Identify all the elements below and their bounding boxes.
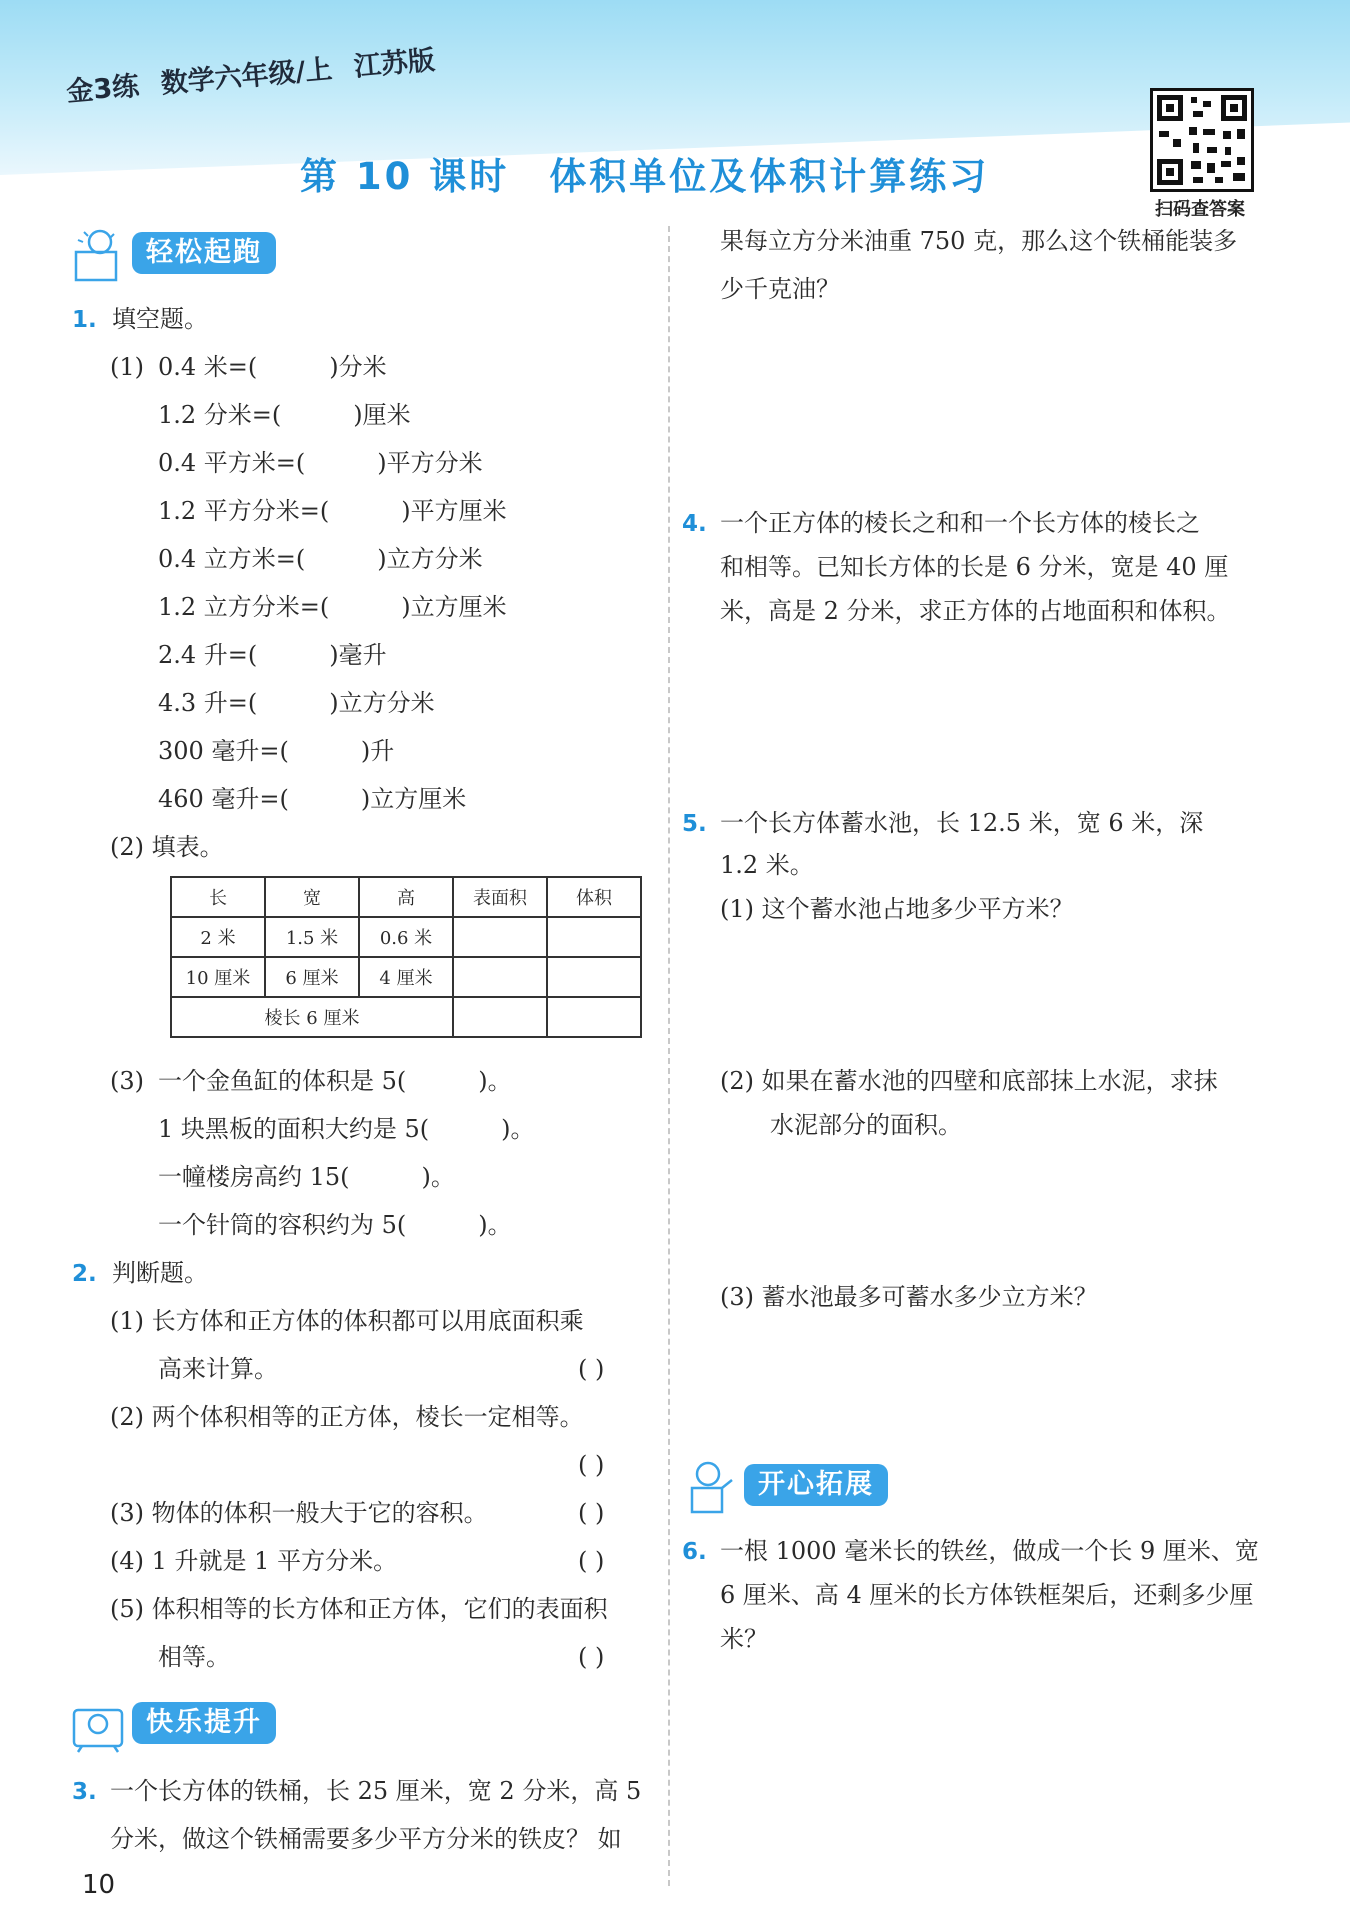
item-text: 两个体积相等的正方体，棱长一定相等。 — [151, 1403, 584, 1431]
sub-question: (1) 这个蓄水池占地多少平方米？ — [720, 895, 1074, 923]
answer-cell[interactable] — [453, 997, 547, 1037]
item-text: 0.4 米=( — [158, 353, 258, 381]
item-unit: )升 — [360, 737, 395, 765]
item-unit: )平方分米 — [377, 449, 483, 477]
item-unit: )厘米 — [353, 401, 411, 429]
page-title — [300, 146, 989, 200]
item-label: (5) — [110, 1595, 144, 1623]
item-text: 一个针筒的容积约为 5( — [158, 1211, 407, 1239]
sub-question-cont: 水泥部分的面积。 — [770, 1111, 962, 1139]
judge-item-cont: 相等。 — [158, 1643, 230, 1671]
question-text-line: 分米，做这个铁桶需要多少平方分米的铁皮？ 如 — [110, 1825, 622, 1853]
question-text-line: 米？ — [720, 1625, 768, 1653]
question-text-line: 和相等。已知长方体的长是 6 分米，宽是 40 厘 — [720, 553, 1229, 581]
judge-item — [110, 1306, 584, 1336]
table-header: 表面积 — [453, 877, 547, 917]
page-number: 10 — [82, 1870, 116, 1900]
answer-cell[interactable] — [453, 917, 547, 957]
answer-cell[interactable] — [547, 917, 641, 957]
judge-item — [110, 1594, 608, 1624]
q1-part2 — [110, 832, 224, 862]
table-row — [171, 917, 641, 957]
item-label: (2) — [110, 1403, 144, 1431]
fill-blank-item — [158, 1066, 512, 1096]
item-text: 0.4 立方米=( — [158, 545, 306, 573]
answer-paren[interactable]: ( ) — [578, 1355, 605, 1383]
question-4 — [682, 508, 707, 539]
item-text: 0.4 平方米=( — [158, 449, 306, 477]
qr-code-icon[interactable] — [1150, 88, 1254, 192]
question-5 — [682, 808, 707, 839]
item-text: 460 毫升=( — [158, 785, 289, 813]
question-number: 3. — [72, 1779, 97, 1805]
sub-question: (3) 蓄水池最多可蓄水多少立方米？ — [720, 1283, 1098, 1311]
answer-cell[interactable] — [453, 957, 547, 997]
table-header: 高 — [359, 877, 453, 917]
fill-blank-item — [158, 496, 507, 526]
item-unit: )立方分米 — [377, 545, 483, 573]
answer-paren[interactable]: ( ) — [578, 1451, 605, 1479]
question-text-line: 果每立方分米油重 750 克，那么这个铁桶能装多 — [720, 227, 1238, 255]
table-header-row — [171, 877, 641, 917]
table-cell: 棱长 6 厘米 — [171, 997, 453, 1037]
item-text: 1.2 立方分米=( — [158, 593, 330, 621]
item-unit: )。 — [501, 1115, 535, 1143]
fill-blank-item — [158, 592, 507, 622]
item-label: (4) — [110, 1547, 144, 1575]
fill-blank-item — [158, 688, 435, 718]
mascot-icon — [70, 226, 140, 284]
item-text: 1.2 平方分米=( — [158, 497, 330, 525]
item-text: 4.3 升=( — [158, 689, 258, 717]
item-unit: )平方厘米 — [401, 497, 507, 525]
mascot-icon — [682, 1458, 752, 1516]
question-number: 1. — [72, 307, 97, 333]
subject-grade: 数学六年级/上 — [159, 53, 334, 100]
answer-cell[interactable] — [547, 957, 641, 997]
item-text: 物体的体积一般大于它的容积。 — [151, 1499, 488, 1527]
fill-blank-item — [158, 544, 483, 574]
question-2 — [72, 1258, 208, 1289]
q1-part1-label: (1) — [110, 353, 144, 381]
question-number: 4. — [682, 511, 707, 537]
question-number: 6. — [682, 1539, 707, 1565]
answer-cell[interactable] — [547, 997, 641, 1037]
part-title: 填表。 — [151, 833, 224, 861]
qr-label: 扫码查答案 — [1155, 199, 1245, 220]
part-label: (2) — [110, 833, 144, 861]
item-label: (3) — [110, 1499, 144, 1527]
answer-paren[interactable]: ( ) — [578, 1499, 605, 1527]
item-text: 一幢楼房高约 15( — [158, 1163, 350, 1191]
item-unit: )毫升 — [329, 641, 387, 669]
question-text-line: 6 厘米、高 4 厘米的长方体铁框架后，还剩多少厘 — [720, 1581, 1254, 1609]
fill-blank-item — [158, 352, 387, 382]
question-3 — [72, 1776, 97, 1807]
judge-item-cont: 高来计算。 — [158, 1355, 278, 1383]
fill-blank-item — [158, 400, 411, 430]
item-text: 2.4 升=( — [158, 641, 258, 669]
question-text-line: 少千克油？ — [720, 275, 840, 303]
judge-item — [110, 1402, 584, 1432]
section-title: 快乐提升 — [132, 1702, 276, 1744]
column-divider — [668, 226, 670, 1886]
lesson-number: 第 10 课时 — [300, 155, 510, 198]
question-title: 填空题。 — [112, 305, 209, 333]
item-unit: )。 — [421, 1163, 455, 1191]
question-6 — [682, 1536, 707, 1567]
item-text: 300 毫升=( — [158, 737, 289, 765]
judge-item — [110, 1546, 397, 1576]
table-row — [171, 997, 641, 1037]
question-title: 判断题。 — [112, 1259, 209, 1287]
question-text-line: 一个长方体的铁桶，长 25 厘米，宽 2 分米，高 5 — [110, 1777, 642, 1805]
item-text: 1 块黑板的面积大约是 5( — [158, 1115, 430, 1143]
section-title: 轻松起跑 — [132, 232, 276, 274]
mascot-icon — [70, 1696, 140, 1754]
item-unit: )立方分米 — [329, 689, 435, 717]
edition: 江苏版 — [352, 44, 437, 83]
fill-blank-item — [158, 1162, 455, 1192]
fill-blank-item — [158, 784, 466, 814]
table-cell: 6 厘米 — [265, 957, 359, 997]
item-unit: )立方厘米 — [401, 593, 507, 621]
item-text: 长方体和正方体的体积都可以用底面积乘 — [151, 1307, 584, 1335]
table-row — [171, 957, 641, 997]
item-label: (1) — [110, 1307, 144, 1335]
fill-blank-item — [158, 448, 483, 478]
fill-blank-item — [158, 1210, 512, 1240]
item-text: 1.2 分米=( — [158, 401, 282, 429]
answer-paren[interactable]: ( ) — [578, 1643, 605, 1671]
table-cell: 2 米 — [171, 917, 265, 957]
item-text: 体积相等的长方体和正方体，它们的表面积 — [151, 1595, 608, 1623]
item-unit: )。 — [478, 1067, 512, 1095]
question-number: 5. — [682, 811, 707, 837]
question-text-line: 一个正方体的棱长之和和一个长方体的棱长之 — [720, 509, 1200, 537]
question-text-line: 1.2 米。 — [720, 851, 814, 879]
q1-part3-label: (3) — [110, 1067, 144, 1095]
item-unit: )立方厘米 — [360, 785, 467, 813]
fill-table — [170, 876, 642, 1038]
table-header: 体积 — [547, 877, 641, 917]
table-cell: 1.5 米 — [265, 917, 359, 957]
question-text-line: 一个长方体蓄水池，长 12.5 米，宽 6 米，深 — [720, 809, 1204, 837]
fill-blank-item — [158, 1114, 535, 1144]
question-text-line: 米，高是 2 分米，求正方体的占地面积和体积。 — [720, 597, 1231, 625]
sub-question: (2) 如果在蓄水池的四壁和底部抹上水泥，求抹 — [720, 1067, 1218, 1095]
fill-blank-item — [158, 640, 387, 670]
question-1 — [72, 304, 208, 335]
question-number: 2. — [72, 1261, 97, 1287]
item-text: 1 升就是 1 平方分米。 — [151, 1547, 398, 1575]
item-unit: )分米 — [329, 353, 387, 381]
answer-paren[interactable]: ( ) — [578, 1547, 605, 1575]
judge-item — [110, 1498, 488, 1528]
fill-blank-item — [158, 736, 394, 766]
item-unit: )。 — [478, 1211, 512, 1239]
lesson-title: 体积单位及体积计算练习 — [549, 155, 990, 198]
brand-name: 金3练 — [65, 70, 141, 109]
table-cell: 4 厘米 — [359, 957, 453, 997]
table-header: 宽 — [265, 877, 359, 917]
section-title: 开心拓展 — [744, 1464, 888, 1506]
question-text-line: 一根 1000 毫米长的铁丝，做成一个长 9 厘米、宽 — [720, 1537, 1259, 1565]
table-header: 长 — [171, 877, 265, 917]
table-cell: 10 厘米 — [171, 957, 265, 997]
table-cell: 0.6 米 — [359, 917, 453, 957]
item-text: 一个金鱼缸的体积是 5( — [158, 1067, 407, 1095]
